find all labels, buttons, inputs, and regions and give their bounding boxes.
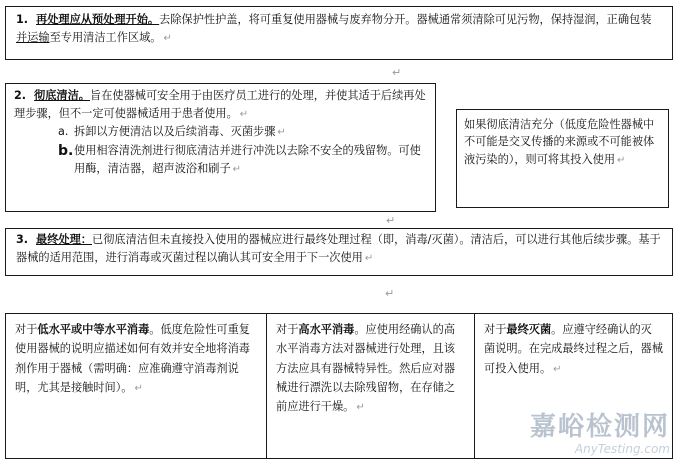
- watermark-en: AnyTesting.com: [574, 442, 670, 456]
- step3-box: [5, 228, 673, 276]
- side-note-box: [456, 109, 669, 208]
- return-mark: ↵: [277, 127, 286, 139]
- step2-title: 彻底清洁。: [34, 89, 90, 102]
- return-mark: ↵: [239, 109, 249, 121]
- return-mark: ↵: [385, 287, 395, 300]
- watermark-cn: 嘉峪检测网: [529, 412, 670, 443]
- high-level-pre: 对于: [276, 323, 299, 336]
- step2-number: 2.: [14, 89, 27, 102]
- step2-item-a-marker: a.: [58, 125, 69, 139]
- side-note-text: 如果彻底清洁充分（低度危险性器械中不可能是交叉传播的来源或不可能被体液污染的），则可将其投入使用: [464, 118, 655, 166]
- step2-item-b-marker: b.: [58, 142, 74, 159]
- high-level-body: 。应使用经确认的高水平消毒方法对器械进行处理，且该方法应具有器械特异性。然后应对器械进行漂洗以去除残留物，在存储之前应进行干燥。: [276, 323, 456, 414]
- step1-box: [5, 6, 673, 60]
- return-mark: ↵: [364, 253, 374, 265]
- step2-item-a: [58, 123, 427, 141]
- step2-box: [5, 83, 436, 212]
- sterilization-keyword: 最终灭菌: [506, 323, 552, 336]
- return-mark: ↵: [553, 363, 562, 375]
- step2-item-b: [58, 142, 427, 178]
- sterilization-body: 。应遵守经确认的灭菌说明。在完成最终过程之后，器械可投入使用。: [484, 323, 664, 375]
- step3-body: 已彻底清洁但未直接投入使用的器械应进行最终处理过程（即，消毒/灭菌）。清洁后，可以进行其他后续步骤。基于器械的适用范围，进行消毒或灭菌过程以确认其可安全用于下一次使用: [16, 233, 661, 265]
- step1-title: 再处理应从预处理开始。: [36, 13, 160, 26]
- low-level-keyword: 低水平或中等水平消毒: [37, 323, 150, 336]
- high-level-disinfection-box: [266, 313, 475, 459]
- return-mark: ↵: [134, 382, 143, 394]
- step1-number: 1.: [16, 13, 29, 26]
- watermark: [530, 413, 670, 456]
- step2-paragraph: [14, 87, 427, 123]
- step1-body-b: 至专用清洁工作区域。: [49, 31, 162, 45]
- high-level-keyword: 高水平消毒: [298, 323, 355, 336]
- step1-body-link: 并运输: [16, 31, 50, 45]
- step2-item-a-text: 拆卸以方便清洁以及后续消毒、灭菌步骤: [74, 125, 276, 139]
- step1-body-a: 去除保护性护盖，将可重复使用器械与废弃物分开。器械通常须清除可见污物，保持湿润，正确包装: [159, 13, 652, 26]
- return-mark: ↵: [232, 163, 242, 175]
- step3-title: 最终处理：: [36, 233, 92, 246]
- low-level-pre: 对于: [15, 323, 38, 336]
- step2-body: 旨在使器械可安全用于由医疗员工进行的处理，并使其适于后续再处理步骤，但不一定可使器械适用于患者使用。: [14, 89, 426, 121]
- step2-item-b-text: 使用相容清洗剂进行彻底清洁并进行冲洗以去除不安全的残留物。可使用酶，清洁器，超声波浴和刷子: [74, 143, 421, 175]
- return-mark: ↵: [392, 66, 402, 79]
- return-mark: ↵: [386, 214, 396, 227]
- return-mark: ↵: [163, 33, 172, 45]
- return-mark: ↵: [617, 154, 626, 166]
- low-level-body: 。低度危险性可重复使用器械的说明应描述如何有效并安全地将消毒剂作用于器械（需明确：应准确遵守消毒剂说明，尤其是接触时间）。: [15, 323, 250, 394]
- low-level-disinfection-box: [5, 313, 267, 459]
- step3-number: 3.: [16, 233, 29, 246]
- sterilization-pre: 对于: [484, 323, 507, 336]
- return-mark: ↵: [356, 402, 365, 414]
